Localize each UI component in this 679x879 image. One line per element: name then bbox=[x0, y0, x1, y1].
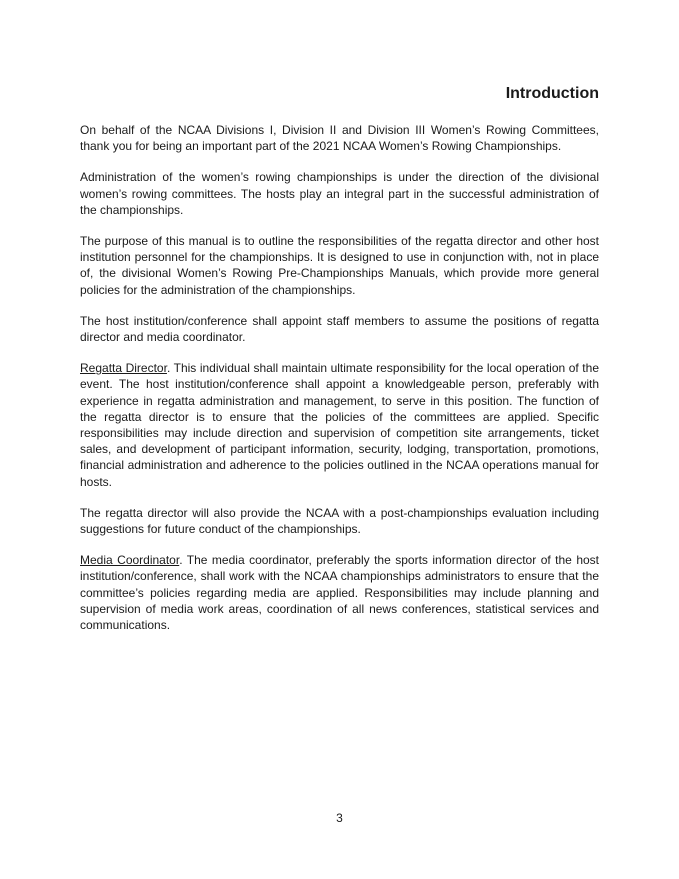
regatta-director-text: . This individual shall maintain ultimate responsibility for the local operation of the event. The host institution/conference shall appoint a knowledgeable person, preferably with experience in regatta administration and management, to serve in this position. The function of the regatta director is to ensure that the policies of the committees are applied. Specific responsibilities may include direction and supervision of competition site arrangements, ticket sales, and development of participant information, security, lodging, transportation, promotions, financial administration and adherence to the policies outlined in the NCAA operations manual for hosts. bbox=[80, 361, 599, 489]
media-coordinator-paragraph bbox=[80, 552, 599, 633]
appointment-paragraph: The host institution/conference shall appoint staff members to assume the positions of regatta director and media coordinator. bbox=[80, 313, 599, 345]
intro-paragraph: On behalf of the NCAA Divisions I, Division II and Division III Women’s Rowing Committees, thank you for being an important part of the 2021 NCAA Women’s Rowing Championships. bbox=[80, 123, 599, 154]
media-coordinator-heading: Media Coordinator bbox=[80, 553, 180, 568]
media-coordinator-text: . The media coordinator, preferably the sports information director of the host institution/conference, shall work with the NCAA championships administrators to ensure that the committee’s policies regarding media are applied. Responsibilities may include planning and supervision of media work areas, coordination of all news conferences, statistical services and communications. bbox=[80, 553, 600, 633]
document-body bbox=[80, 122, 599, 648]
regatta-director-paragraph bbox=[80, 360, 599, 490]
page-number: 3 bbox=[336, 811, 343, 825]
evaluation-paragraph: The regatta director will also provide the NCAA with a post-championships evaluation including suggestions for future conduct of the championships. bbox=[80, 505, 599, 537]
purpose-paragraph: The purpose of this manual is to outline the responsibilities of the regatta director and other host institution personnel for the championships. It is designed to use in conjunction with, not in place of, the divisional Women’s Rowing Pre-Championships Manuals, which provide more general policies for the administration of the championships. bbox=[80, 234, 599, 297]
regatta-director-heading: Regatta Director bbox=[80, 361, 167, 376]
page-title: Introduction bbox=[505, 85, 599, 102]
administration-paragraph: Administration of the women’s rowing championships is under the direction of the divisional women’s rowing committees. The hosts play an integral part in the successful administration of the championships. bbox=[80, 170, 599, 217]
